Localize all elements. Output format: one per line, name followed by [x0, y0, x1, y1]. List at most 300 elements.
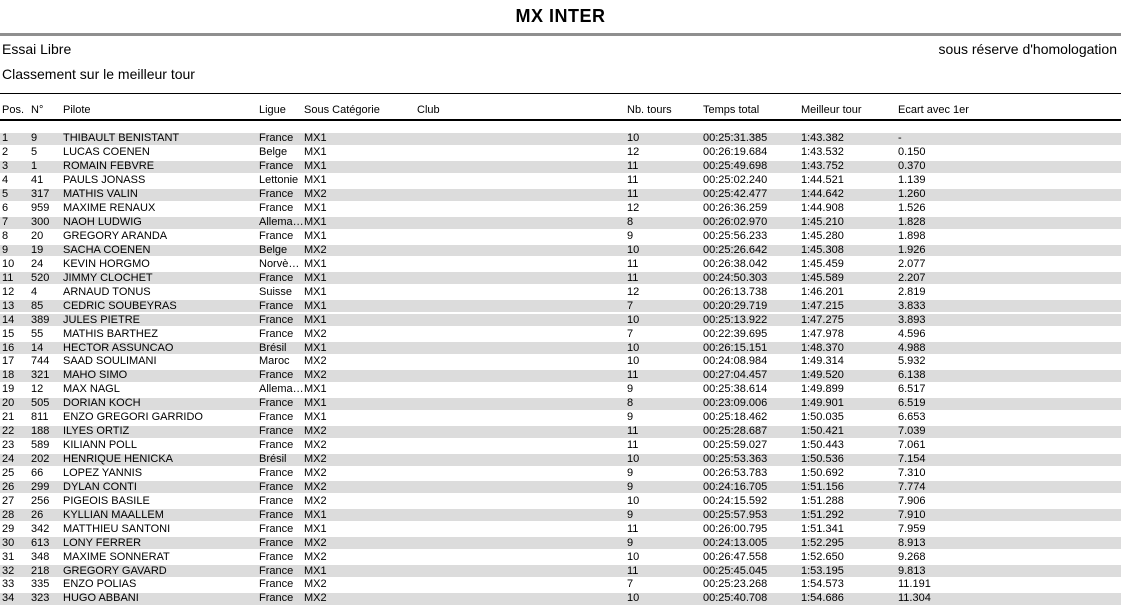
table-row — [0, 384, 1121, 398]
cell-temps-total: 00:25:13.922 — [703, 314, 768, 326]
cell-meilleur-tour: 1:51.288 — [801, 495, 844, 507]
cell-meilleur-tour: 1:51.156 — [801, 481, 844, 493]
cell-pilote: MATHIS BARTHEZ — [63, 328, 158, 340]
cell-num: 19 — [31, 244, 44, 256]
cell-num: 20 — [31, 231, 44, 243]
cell-pos: 27 — [2, 495, 15, 507]
cell-pos: 8 — [2, 231, 9, 243]
cell-pos: 33 — [2, 579, 15, 591]
cell-temps-total: 00:24:08.984 — [703, 356, 768, 368]
cell-temps-total: 00:24:13.005 — [703, 537, 768, 549]
cell-meilleur-tour: 1:52.650 — [801, 551, 844, 563]
cell-sous-categorie: MX1 — [304, 286, 327, 298]
table-row — [0, 286, 1121, 300]
cell-temps-total: 00:26:15.151 — [703, 342, 768, 354]
cell-sous-categorie: MX1 — [304, 412, 327, 424]
cell-meilleur-tour: 1:47.275 — [801, 314, 844, 326]
cell-pilote: CEDRIC SOUBEYRAS — [63, 300, 177, 312]
cell-temps-total: 00:25:42.477 — [703, 189, 768, 201]
cell-ligue: France — [259, 523, 294, 535]
cell-sous-categorie: MX2 — [304, 356, 327, 368]
cell-num: 66 — [31, 467, 44, 479]
cell-meilleur-tour: 1:49.314 — [801, 356, 844, 368]
cell-ecart: 2.077 — [898, 258, 926, 270]
cell-ecart: 7.039 — [898, 426, 926, 438]
cell-num: 613 — [31, 537, 50, 549]
cell-pilote: PIGEOIS BASILE — [63, 495, 150, 507]
cell-pilote: NAOH LUDWIG — [63, 217, 142, 229]
cell-sous-categorie: MX2 — [304, 370, 327, 382]
cell-ligue: Belge — [259, 147, 288, 159]
cell-temps-total: 00:25:40.708 — [703, 593, 768, 605]
cell-pos: 26 — [2, 481, 15, 493]
cell-meilleur-tour: 1:49.899 — [801, 384, 844, 396]
cell-temps-total: 00:24:50.303 — [703, 272, 768, 284]
cell-sous-categorie: MX2 — [304, 481, 327, 493]
cell-ligue: France — [259, 161, 294, 173]
table-row — [0, 147, 1121, 161]
cell-num: 256 — [31, 495, 50, 507]
table-row — [0, 314, 1121, 328]
cell-temps-total: 00:25:49.698 — [703, 161, 768, 173]
cell-nb-tours: 10 — [627, 133, 640, 145]
cell-ecart: 11.304 — [898, 593, 931, 605]
cell-pos: 16 — [2, 342, 15, 354]
cell-num: 959 — [31, 203, 50, 215]
cell-nb-tours: 7 — [627, 328, 634, 340]
cell-pilote: GREGORY GAVARD — [63, 565, 167, 577]
cell-pilote: MAHO SIMO — [63, 370, 128, 382]
cell-nb-tours: 7 — [627, 300, 634, 312]
table-row — [0, 481, 1121, 495]
cell-sous-categorie: MX1 — [304, 314, 327, 326]
cell-temps-total: 00:27:04.457 — [703, 370, 768, 382]
table-row — [0, 272, 1121, 286]
cell-temps-total: 00:25:18.462 — [703, 412, 768, 424]
cell-pos: 6 — [2, 203, 9, 215]
cell-meilleur-tour: 1:52.295 — [801, 537, 844, 549]
cell-nb-tours: 10 — [627, 495, 640, 507]
cell-sous-categorie: MX1 — [304, 398, 327, 410]
table-row — [0, 426, 1121, 440]
cell-num: 342 — [31, 523, 50, 535]
cell-ligue: France — [259, 203, 294, 215]
cell-sous-categorie: MX1 — [304, 509, 327, 521]
cell-pilote: GREGORY ARANDA — [63, 231, 168, 243]
cell-sous-categorie: MX1 — [304, 133, 327, 145]
cell-nb-tours: 11 — [627, 565, 639, 577]
cell-meilleur-tour: 1:50.035 — [801, 412, 844, 424]
cell-sous-categorie: MX2 — [304, 537, 327, 549]
cell-num: 24 — [31, 258, 44, 270]
cell-num: 218 — [31, 565, 50, 577]
cell-nb-tours: 8 — [627, 398, 634, 410]
cell-sous-categorie: MX2 — [304, 551, 327, 563]
cell-nb-tours: 10 — [627, 244, 640, 256]
cell-ecart: 7.061 — [898, 440, 926, 452]
cell-sous-categorie: MX1 — [304, 175, 327, 187]
column-header-num: N° — [31, 104, 44, 116]
cell-temps-total: 00:25:53.363 — [703, 454, 768, 466]
cell-nb-tours: 11 — [627, 523, 639, 535]
table-row — [0, 258, 1121, 272]
cell-ligue: France — [259, 133, 294, 145]
cell-meilleur-tour: 1:45.280 — [801, 231, 844, 243]
cell-temps-total: 00:23:09.006 — [703, 398, 768, 410]
cell-pilote: JULES PIETRE — [63, 314, 141, 326]
cell-nb-tours: 9 — [627, 231, 634, 243]
cell-ligue: France — [259, 467, 294, 479]
cell-sous-categorie: MX1 — [304, 203, 327, 215]
table-row — [0, 398, 1121, 412]
cell-temps-total: 00:25:45.045 — [703, 565, 768, 577]
cell-nb-tours: 9 — [627, 384, 634, 396]
header-top-rule — [0, 93, 1121, 94]
cell-pilote: DYLAN CONTI — [63, 481, 137, 493]
cell-ecart: 1.139 — [898, 175, 926, 187]
cell-ecart: 1.526 — [898, 203, 926, 215]
column-header-sous-categorie: Sous Catégorie — [304, 104, 380, 116]
cell-pos: 3 — [2, 161, 9, 173]
column-header-row — [0, 102, 1121, 118]
cell-nb-tours: 9 — [627, 412, 634, 424]
cell-pilote: ROMAIN FEBVRE — [63, 161, 155, 173]
cell-pos: 7 — [2, 217, 9, 229]
cell-pos: 13 — [2, 300, 15, 312]
cell-num: 321 — [31, 370, 50, 382]
table-row — [0, 523, 1121, 537]
cell-pilote: KEVIN HORGMO — [63, 258, 150, 270]
cell-nb-tours: 11 — [627, 426, 639, 438]
cell-sous-categorie: MX2 — [304, 328, 327, 340]
cell-nb-tours: 11 — [627, 175, 639, 187]
cell-nb-tours: 11 — [627, 258, 639, 270]
cell-meilleur-tour: 1:44.908 — [801, 203, 844, 215]
cell-sous-categorie: MX1 — [304, 342, 327, 354]
cell-sous-categorie: MX2 — [304, 467, 327, 479]
cell-nb-tours: 12 — [627, 203, 640, 215]
cell-ecart: 8.913 — [898, 537, 926, 549]
cell-ligue: Belge — [259, 244, 288, 256]
cell-pos: 25 — [2, 467, 15, 479]
cell-pilote: KILIANN POLL — [63, 440, 137, 452]
cell-sous-categorie: MX1 — [304, 523, 327, 535]
cell-ligue: France — [259, 272, 294, 284]
table-row — [0, 412, 1121, 426]
cell-ligue: France — [259, 593, 294, 605]
cell-nb-tours: 10 — [627, 593, 640, 605]
cell-meilleur-tour: 1:45.308 — [801, 244, 844, 256]
cell-sous-categorie: MX1 — [304, 231, 327, 243]
cell-temps-total: 00:25:38.614 — [703, 384, 768, 396]
cell-ligue: France — [259, 412, 294, 424]
cell-meilleur-tour: 1:50.443 — [801, 440, 844, 452]
cell-pos: 32 — [2, 565, 15, 577]
table-row — [0, 245, 1121, 259]
cell-num: 811 — [31, 412, 49, 424]
cell-nb-tours: 11 — [627, 440, 639, 452]
table-row — [0, 593, 1121, 607]
cell-meilleur-tour: 1:54.686 — [801, 593, 844, 605]
cell-ligue: France — [259, 579, 294, 591]
cell-meilleur-tour: 1:47.215 — [801, 300, 844, 312]
column-header-ligue: Ligue — [259, 104, 286, 116]
cell-pilote: ENZO GREGORI GARRIDO — [63, 412, 203, 424]
cell-pos: 12 — [2, 286, 15, 298]
cell-ligue: France — [259, 300, 294, 312]
page-title: MX INTER — [515, 6, 606, 26]
cell-pos: 24 — [2, 454, 15, 466]
cell-nb-tours: 9 — [627, 537, 634, 549]
cell-num: 5 — [31, 147, 38, 159]
table-row — [0, 454, 1121, 468]
cell-nb-tours: 9 — [627, 481, 634, 493]
cell-temps-total: 00:26:36.259 — [703, 203, 768, 215]
cell-temps-total: 00:25:23.268 — [703, 579, 768, 591]
cell-temps-total: 00:26:47.558 — [703, 551, 768, 563]
cell-ecart: 1.828 — [898, 217, 926, 229]
cell-pos: 11 — [2, 272, 14, 284]
cell-pilote: HUGO ABBANI — [63, 593, 139, 605]
cell-sous-categorie: MX2 — [304, 440, 327, 452]
cell-pilote: JIMMY CLOCHET — [63, 272, 153, 284]
cell-nb-tours: 11 — [627, 272, 639, 284]
table-row — [0, 356, 1121, 370]
table-row — [0, 509, 1121, 523]
cell-temps-total: 00:25:28.687 — [703, 426, 768, 438]
cell-nb-tours: 10 — [627, 454, 640, 466]
cell-pilote: MATHIS VALIN — [63, 189, 138, 201]
cell-pos: 10 — [2, 258, 15, 270]
cell-num: 4 — [31, 286, 38, 298]
cell-pilote: HECTOR ASSUNCAO — [63, 342, 174, 354]
cell-nb-tours: 9 — [627, 509, 634, 521]
cell-meilleur-tour: 1:48.370 — [801, 342, 844, 354]
cell-pilote: KYLLIAN MAALLEM — [63, 509, 164, 521]
cell-pos: 22 — [2, 426, 15, 438]
cell-temps-total: 00:26:19.684 — [703, 147, 768, 159]
cell-num: 202 — [31, 454, 50, 466]
cell-temps-total: 00:26:13.738 — [703, 286, 768, 298]
cell-pos: 9 — [2, 244, 9, 256]
cell-num: 744 — [31, 356, 50, 368]
cell-sous-categorie: MX1 — [304, 300, 327, 312]
cell-ligue: France — [259, 440, 294, 452]
cell-temps-total: 00:25:02.240 — [703, 175, 768, 187]
ranking-subtitle: Classement sur le meilleur tour — [2, 66, 195, 82]
cell-pilote: ENZO POLIAS — [63, 579, 137, 591]
cell-sous-categorie: MX2 — [304, 426, 327, 438]
cell-pos: 31 — [2, 551, 15, 563]
cell-pos: 19 — [2, 384, 15, 396]
cell-num: 323 — [31, 593, 50, 605]
table-row — [0, 189, 1121, 203]
column-header-ecart: Ecart avec 1er — [898, 104, 969, 116]
cell-temps-total: 00:25:26.642 — [703, 244, 768, 256]
cell-pos: 21 — [2, 412, 15, 424]
column-header-nb-tours: Nb. tours — [627, 104, 672, 116]
table-row — [0, 440, 1121, 454]
session-label: Essai Libre — [2, 41, 72, 57]
cell-num: 41 — [31, 175, 44, 187]
cell-num: 317 — [31, 189, 50, 201]
cell-temps-total: 00:26:02.970 — [703, 217, 768, 229]
cell-nb-tours: 9 — [627, 467, 634, 479]
cell-ecart: 7.774 — [898, 481, 926, 493]
cell-pilote: THIBAULT BENISTANT — [63, 133, 180, 145]
cell-sous-categorie: MX1 — [304, 565, 327, 577]
cell-pilote: PAULS JONASS — [63, 175, 146, 187]
cell-nb-tours: 11 — [627, 189, 639, 201]
cell-ligue: France — [259, 537, 294, 549]
cell-ecart: 7.959 — [898, 523, 926, 535]
column-header-meilleur-tour: Meilleur tour — [801, 104, 862, 116]
cell-pos: 1 — [2, 133, 9, 145]
cell-sous-categorie: MX2 — [304, 189, 327, 201]
cell-pos: 34 — [2, 593, 15, 605]
cell-nb-tours: 12 — [627, 147, 640, 159]
cell-ecart: 7.310 — [898, 467, 926, 479]
cell-ecart: 6.517 — [898, 384, 926, 396]
cell-pos: 14 — [2, 314, 15, 326]
cell-pilote: DORIAN KOCH — [63, 398, 141, 410]
cell-meilleur-tour: 1:49.901 — [801, 398, 844, 410]
column-header-temps-total: Temps total — [703, 104, 760, 116]
table-row — [0, 203, 1121, 217]
cell-nb-tours: 7 — [627, 579, 634, 591]
cell-temps-total: 00:24:16.705 — [703, 481, 768, 493]
table-row — [0, 579, 1121, 593]
cell-ecart: 7.906 — [898, 495, 926, 507]
cell-temps-total: 00:25:31.385 — [703, 133, 768, 145]
top-divider — [0, 33, 1121, 36]
cell-ecart: 4.988 — [898, 342, 926, 354]
table-row — [0, 565, 1121, 579]
table-row — [0, 161, 1121, 175]
cell-pos: 20 — [2, 398, 15, 410]
table-row — [0, 133, 1121, 147]
table-row — [0, 495, 1121, 509]
cell-temps-total: 00:26:53.783 — [703, 467, 768, 479]
table-row — [0, 551, 1121, 565]
column-header-pilote: Pilote — [63, 104, 91, 116]
cell-ecart: 9.268 — [898, 551, 926, 563]
column-header-pos: Pos. — [2, 104, 25, 116]
table-row — [0, 175, 1121, 189]
cell-meilleur-tour: 1:50.692 — [801, 467, 844, 479]
cell-pilote: MAXIME SONNERAT — [63, 551, 170, 563]
table-row — [0, 231, 1121, 245]
cell-ecart: 3.833 — [898, 300, 926, 312]
cell-meilleur-tour: 1:50.421 — [801, 426, 844, 438]
cell-num: 299 — [31, 481, 50, 493]
cell-ligue: France — [259, 481, 294, 493]
cell-ligue: France — [259, 426, 294, 438]
cell-sous-categorie: MX1 — [304, 217, 327, 229]
homologation-note: sous réserve d'homologation — [938, 41, 1117, 57]
cell-pilote: ILYES ORTIZ — [63, 426, 130, 438]
cell-ligue: Maroc — [259, 356, 290, 368]
cell-nb-tours: 10 — [627, 342, 640, 354]
table-row — [0, 342, 1121, 356]
cell-ecart: 3.893 — [898, 314, 926, 326]
cell-meilleur-tour: 1:51.341 — [801, 523, 844, 535]
cell-ligue: France — [259, 328, 294, 340]
cell-ecart: 4.596 — [898, 328, 926, 340]
cell-nb-tours: 11 — [627, 370, 639, 382]
cell-pilote: HENRIQUE HENICKA — [63, 454, 174, 466]
cell-meilleur-tour: 1:46.201 — [801, 286, 844, 298]
cell-ligue: France — [259, 370, 294, 382]
cell-nb-tours: 11 — [627, 161, 639, 173]
cell-num: 589 — [31, 440, 50, 452]
table-row — [0, 328, 1121, 342]
cell-ecart: 11.191 — [898, 579, 931, 591]
cell-ligue: Allema… — [259, 217, 304, 229]
cell-pos: 28 — [2, 509, 15, 521]
cell-ecart: 5.932 — [898, 356, 926, 368]
cell-meilleur-tour: 1:54.573 — [801, 579, 844, 591]
cell-ecart: 1.926 — [898, 244, 926, 256]
cell-pilote: SACHA COENEN — [63, 244, 151, 256]
cell-meilleur-tour: 1:51.292 — [801, 509, 844, 521]
cell-ligue: France — [259, 495, 294, 507]
cell-meilleur-tour: 1:45.210 — [801, 217, 844, 229]
cell-ligue: Norvè… — [259, 258, 300, 270]
cell-pilote: SAAD SOULIMANI — [63, 356, 157, 368]
cell-pos: 23 — [2, 440, 15, 452]
cell-ligue: France — [259, 231, 294, 243]
cell-meilleur-tour: 1:45.459 — [801, 258, 844, 270]
cell-temps-total: 00:25:57.953 — [703, 509, 768, 521]
table-row — [0, 370, 1121, 384]
cell-sous-categorie: MX1 — [304, 272, 327, 284]
cell-pilote: MATTHIEU SANTONI — [63, 523, 171, 535]
cell-num: 300 — [31, 217, 50, 229]
cell-ligue: Lettonie — [259, 175, 299, 187]
cell-ecart: 0.370 — [898, 161, 926, 173]
cell-num: 520 — [31, 272, 50, 284]
cell-num: 335 — [31, 579, 50, 591]
cell-ecart: 7.154 — [898, 454, 926, 466]
cell-ecart: 1.898 — [898, 231, 926, 243]
cell-num: 188 — [31, 426, 50, 438]
cell-ecart: - — [898, 133, 902, 145]
cell-ligue: France — [259, 398, 294, 410]
cell-temps-total: 00:26:00.795 — [703, 523, 768, 535]
cell-meilleur-tour: 1:43.532 — [801, 147, 844, 159]
cell-pos: 29 — [2, 523, 15, 535]
cell-ligue: France — [259, 551, 294, 563]
cell-num: 348 — [31, 551, 50, 563]
cell-ecart: 7.910 — [898, 509, 926, 521]
cell-meilleur-tour: 1:44.521 — [801, 175, 844, 187]
cell-pilote: MAXIME RENAUX — [63, 203, 156, 215]
cell-meilleur-tour: 1:43.382 — [801, 133, 844, 145]
cell-ecart: 9.813 — [898, 565, 926, 577]
table-row — [0, 300, 1121, 314]
cell-pos: 2 — [2, 147, 9, 159]
cell-pilote: ARNAUD TONUS — [63, 286, 151, 298]
cell-ligue: France — [259, 565, 294, 577]
cell-pilote: LUCAS COENEN — [63, 147, 150, 159]
cell-nb-tours: 12 — [627, 286, 640, 298]
cell-pos: 4 — [2, 175, 9, 187]
cell-num: 85 — [31, 300, 44, 312]
cell-ecart: 6.138 — [898, 370, 926, 382]
cell-ligue: France — [259, 189, 294, 201]
cell-ligue: Suisse — [259, 286, 293, 298]
